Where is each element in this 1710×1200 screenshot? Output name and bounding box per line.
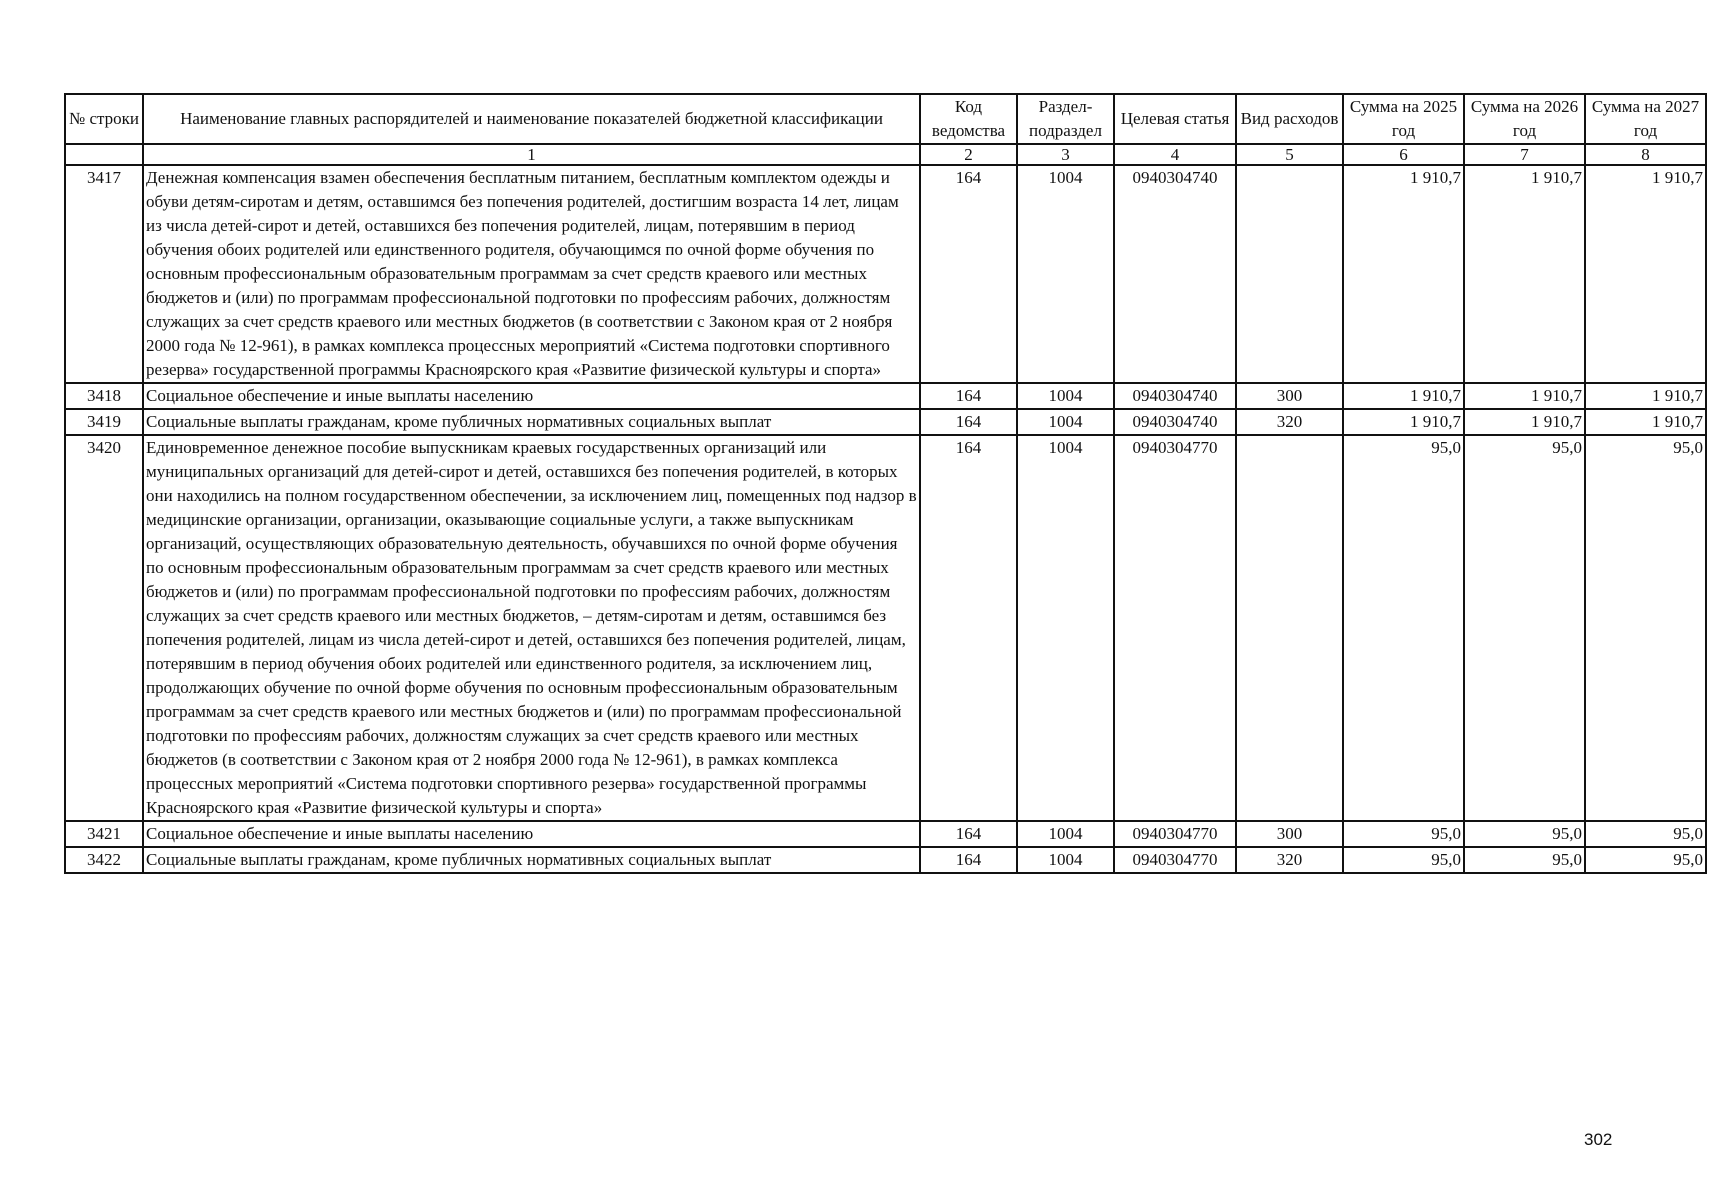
row-sum-2027: 95,0	[1585, 821, 1706, 847]
header-name: Наименование главных распорядителей и наименование показателей бюджетной классификации	[143, 94, 920, 144]
header-row-number: № строки	[65, 94, 143, 144]
row-sum-2027: 95,0	[1585, 847, 1706, 873]
row-sum-2025: 1 910,7	[1343, 165, 1464, 383]
table-row	[65, 821, 1706, 847]
row-section: 1004	[1017, 821, 1114, 847]
row-target-item: 0940304770	[1114, 847, 1236, 873]
column-number: 2	[920, 144, 1017, 165]
table-row	[65, 409, 1706, 435]
table-header-row	[65, 94, 1706, 144]
row-expense-type: 300	[1236, 383, 1343, 409]
header-expense-type: Вид расходов	[1236, 94, 1343, 144]
row-department-code: 164	[920, 435, 1017, 821]
table-row	[65, 847, 1706, 873]
row-target-item: 0940304770	[1114, 821, 1236, 847]
row-expense-type	[1236, 165, 1343, 383]
row-number: 3419	[65, 409, 143, 435]
row-name: Социальное обеспечение и иные выплаты населению	[143, 821, 920, 847]
row-expense-type: 320	[1236, 409, 1343, 435]
row-sum-2025: 1 910,7	[1343, 409, 1464, 435]
row-number: 3421	[65, 821, 143, 847]
row-number: 3418	[65, 383, 143, 409]
row-name: Социальные выплаты гражданам, кроме публичных нормативных социальных выплат	[143, 409, 920, 435]
row-sum-2026: 95,0	[1464, 847, 1585, 873]
row-target-item: 0940304740	[1114, 383, 1236, 409]
column-number: 5	[1236, 144, 1343, 165]
column-number: 6	[1343, 144, 1464, 165]
column-number	[65, 144, 143, 165]
row-name: Социальные выплаты гражданам, кроме публичных нормативных социальных выплат	[143, 847, 920, 873]
row-department-code: 164	[920, 409, 1017, 435]
table-row	[65, 435, 1706, 821]
column-number: 8	[1585, 144, 1706, 165]
row-target-item: 0940304740	[1114, 165, 1236, 383]
row-sum-2026: 95,0	[1464, 435, 1585, 821]
row-section: 1004	[1017, 165, 1114, 383]
row-number: 3422	[65, 847, 143, 873]
row-name: Денежная компенсация взамен обеспечения бесплатным питанием, бесплатным комплектом одежды и обуви детям-сиротам и детям, оставшимся без попечения родителей, достигшим возраста 14 лет, лицам из числа детей-сирот и детей, оставшихся без попечения родителей, лицам, потерявшим в период обучения обоих родителей или единственного родителя, обучающимся по очной форме обучения по основным профессиональным образовательным программам за счет средств краевого или местных бюджетов и (или) по программам профессиональной подготовки по профессиям рабочих, должностям служащих за счет средств краевого или местных бюджетов (в соответствии с Законом края от 2 ноября 2000 года № 12-961), в рамках комплекса процессных мероприятий «Система подготовки спортивного резерва» государственной программы Красноярского края «Развитие физической культуры и спорта»	[143, 165, 920, 383]
row-sum-2027: 95,0	[1585, 435, 1706, 821]
row-department-code: 164	[920, 847, 1017, 873]
header-section: Раздел- подраздел	[1017, 94, 1114, 144]
row-sum-2026: 1 910,7	[1464, 409, 1585, 435]
row-expense-type	[1236, 435, 1343, 821]
row-sum-2025: 95,0	[1343, 435, 1464, 821]
row-department-code: 164	[920, 821, 1017, 847]
header-department-code: Код ведомства	[920, 94, 1017, 144]
table-row	[65, 165, 1706, 383]
row-sum-2025: 95,0	[1343, 821, 1464, 847]
column-number: 3	[1017, 144, 1114, 165]
column-number: 7	[1464, 144, 1585, 165]
row-section: 1004	[1017, 409, 1114, 435]
row-expense-type: 320	[1236, 847, 1343, 873]
header-target-item: Целевая статья	[1114, 94, 1236, 144]
row-department-code: 164	[920, 165, 1017, 383]
row-section: 1004	[1017, 435, 1114, 821]
column-number-row	[65, 144, 1706, 165]
row-number: 3417	[65, 165, 143, 383]
row-department-code: 164	[920, 383, 1017, 409]
column-number: 4	[1114, 144, 1236, 165]
table-row	[65, 383, 1706, 409]
row-sum-2027: 1 910,7	[1585, 165, 1706, 383]
header-sum-2027: Сумма на 2027 год	[1585, 94, 1706, 144]
row-section: 1004	[1017, 847, 1114, 873]
row-sum-2027: 1 910,7	[1585, 409, 1706, 435]
row-name: Социальное обеспечение и иные выплаты населению	[143, 383, 920, 409]
row-sum-2027: 1 910,7	[1585, 383, 1706, 409]
row-sum-2025: 95,0	[1343, 847, 1464, 873]
row-sum-2026: 1 910,7	[1464, 165, 1585, 383]
budget-table	[64, 93, 1707, 874]
column-number: 1	[143, 144, 920, 165]
header-sum-2026: Сумма на 2026 год	[1464, 94, 1585, 144]
row-sum-2026: 1 910,7	[1464, 383, 1585, 409]
row-sum-2026: 95,0	[1464, 821, 1585, 847]
row-section: 1004	[1017, 383, 1114, 409]
row-name: Единовременное денежное пособие выпускникам краевых государственных организаций или муниципальных организаций для детей-сирот и детей, оставшихся без попечения родителей, в которых они находились на полном государственном обеспечении, за исключением лиц, помещенных под надзор в медицинские организации, организации, оказывающие социальные услуги, а также выпускникам организаций, осуществляющих образовательную деятельность, обучавшихся по очной форме обучения по основным профессиональным образовательным программам за счет средств краевого или местных бюджетов и (или) по программам профессиональной подготовки по профессиям рабочих, должностям служащих за счет средств краевого или местных бюджетов, – детям-сиротам и детям, оставшимся без попечения родителей, лицам из числа детей-сирот и детей, оставшихся без попечения родителей, лицам, потерявшим в период обучения обоих родителей или единственного родителя, за исключением лиц, продолжающих обучение по очной форме обучения по основным профессиональным образовательным программам за счет средств краевого или местных бюджетов и (или) по программам профессиональной подготовки по профессиям рабочих, должностям служащих за счет средств краевого или местных бюджетов (в соответствии с Законом края от 2 ноября 2000 года № 12-961), в рамках комплекса процессных мероприятий «Система подготовки спортивного резерва» государственной программы Красноярского края «Развитие физической культуры и спорта»	[143, 435, 920, 821]
header-sum-2025: Сумма на 2025 год	[1343, 94, 1464, 144]
row-expense-type: 300	[1236, 821, 1343, 847]
row-target-item: 0940304740	[1114, 409, 1236, 435]
row-target-item: 0940304770	[1114, 435, 1236, 821]
row-number: 3420	[65, 435, 143, 821]
page-number: 302	[1584, 1130, 1613, 1149]
row-sum-2025: 1 910,7	[1343, 383, 1464, 409]
